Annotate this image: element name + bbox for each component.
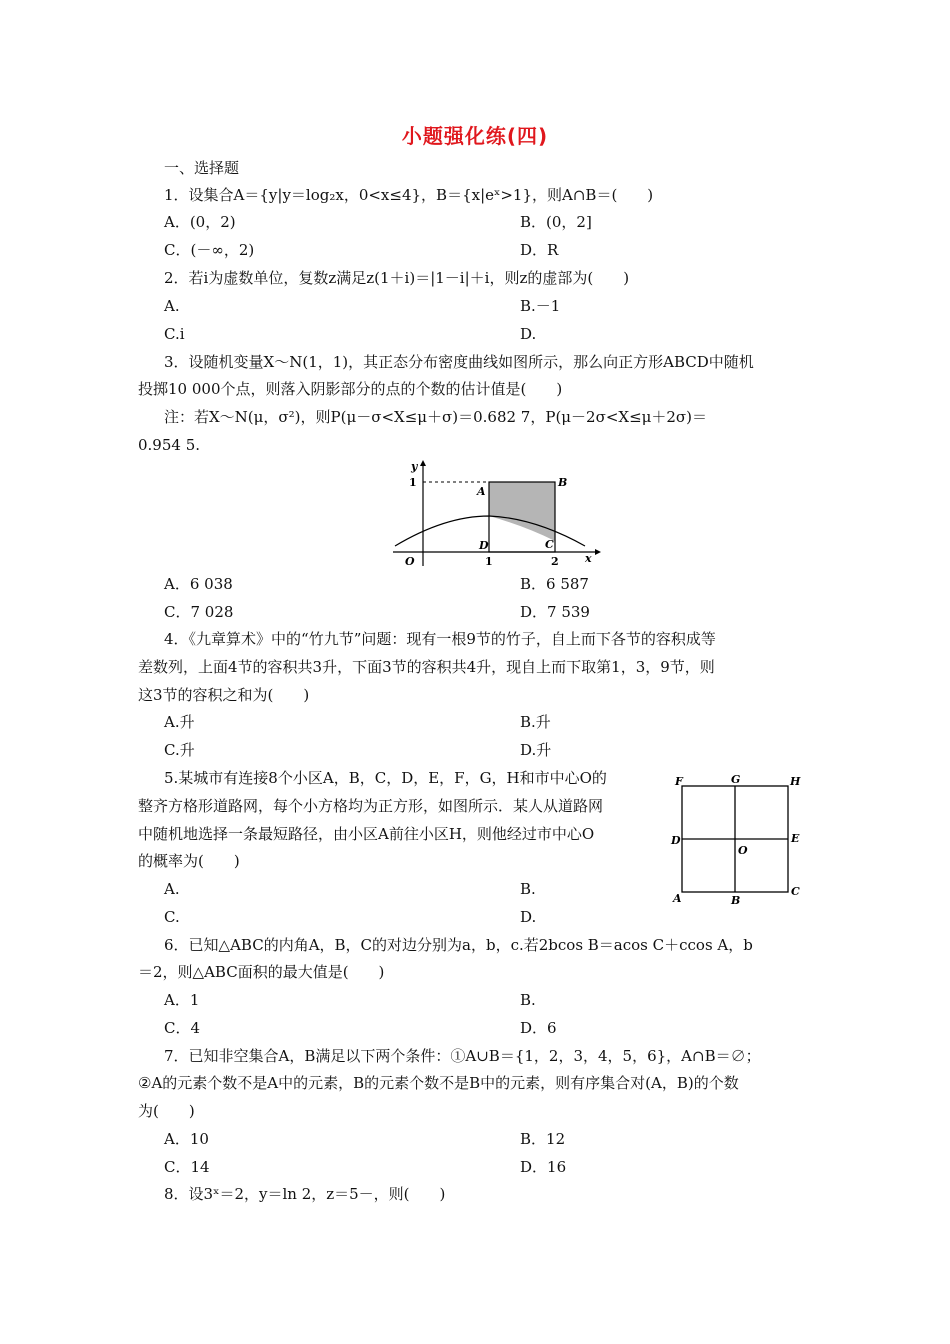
label-g: G [731,773,741,786]
q3-option-d: D．7 539 [520,603,590,621]
q4-line-3: 这3节的容积之和为( ) [138,686,310,704]
q6-option-d: D．6 [520,1019,557,1037]
label-origin: O [405,555,415,568]
q7-line-2: ②A的元素个数不是A中的元素，B的元素个数不是B中的元素，则有序集合对(A，B)的个数 [138,1074,739,1092]
normal-distribution-figure [385,458,605,570]
q5-line-4: 的概率为( ) [138,852,240,870]
label-b: B [731,894,741,907]
q5-option-c: C. [164,908,180,926]
q8-stem: 8．设3ˣ＝2，y＝ln 2，z＝5－，则( ) [164,1185,446,1203]
label-f: F [675,775,683,788]
q6-option-c: C．4 [164,1019,201,1037]
q3-line-1: 3．设随机变量X～N(1，1)，其正态分布密度曲线如图所示，那么向正方形ABCD中随机 [164,353,754,371]
q2-option-b: B.－1 [520,297,561,315]
q3-note-line-2: 0.954 5. [138,436,201,454]
q2-option-c: C.i [164,325,185,343]
q5-line-1: 5.某城市有连接8个小区A，B，C，D，E，F，G，H和市中心O的 [164,769,607,787]
label-a: A [673,892,682,905]
shaded-region [489,482,555,541]
q7-option-a: A．10 [164,1130,209,1148]
q5-option-b: B. [520,880,536,898]
q1-option-b: B．(0，2] [520,213,592,231]
label-d: D [671,834,681,847]
label-d: D [479,539,489,552]
label-x: x [585,552,592,565]
label-h: H [790,775,801,788]
label-b: B [558,476,568,489]
q6-option-b: B. [520,991,536,1009]
q6-line-1: 6．已知△ABC的内角A，B，C的对边分别为a，b，c.若2bcos B＝acos C＋ccos A，b [164,936,753,954]
x-axis-arrow [595,549,601,555]
label-c: C [545,538,554,551]
label-x-two: 2 [551,555,559,568]
q5-line-3: 中随机地选择一条最短路径，由小区A前往小区H，则他经过市中心O [138,825,595,843]
q4-line-1: 4．《九章算术》中的“竹九节”问题：现有一根9节的竹子，自上而下各节的容积成等 [164,630,716,648]
q3-option-b: B．6 587 [520,575,589,593]
q4-option-c: C.升 [164,741,195,759]
q7-option-b: B．12 [520,1130,566,1148]
label-y: y [411,460,418,473]
page-title: 小题强化练(四) [401,124,549,148]
q7-option-c: C．14 [164,1158,210,1176]
q3-note-line-1: 注：若X～N(μ，σ²)，则P(μ－σ<X≤μ＋σ)＝0.682 7，P(μ－2σ<X≤μ＋2σ)＝ [164,408,708,426]
q3-line-2: 投掷10 000个点，则落入阴影部分的点的个数的估计值是( ) [138,380,563,398]
q4-option-a: A.升 [164,713,195,731]
q1-stem: 1．设集合A＝{y|y＝log₂x，0<x≤4}，B＝{x|eˣ>1}，则A∩B＝( ) [164,186,654,204]
q2-option-a: A. [164,297,180,315]
y-axis-arrow [420,460,426,466]
q1-option-d: D．R [520,241,559,259]
label-e: E [791,832,800,845]
q7-line-3: 为( ) [138,1102,195,1120]
q5-option-d: D. [520,908,537,926]
q7-line-1: 7．已知非空集合A，B满足以下两个条件：①A∪B＝{1，2，3，4，5，6}，A∩B＝∅； [164,1047,761,1065]
q2-option-d: D. [520,325,537,343]
q3-option-a: A．6 038 [164,575,233,593]
road-grid-figure [668,770,808,910]
q2-stem: 2．若i为虚数单位，复数z满足z(1＋i)＝|1－i|＋i，则z的虚部为( ) [164,269,630,287]
label-y-one: 1 [409,476,417,489]
q1-option-c: C．(－∞，2) [164,241,255,259]
q6-option-a: A．1 [164,991,200,1009]
label-a: A [477,485,486,498]
section-heading: 一、选择题 [164,159,240,177]
q3-option-c: C．7 028 [164,603,234,621]
label-x-one: 1 [485,555,493,568]
q4-option-d: D.升 [520,741,552,759]
q4-line-2: 差数列，上面4节的容积共3升，下面3节的容积共4升，现自上而下取第1，3，9节，则 [138,658,715,676]
q7-option-d: D．16 [520,1158,567,1176]
q5-option-a: A. [164,880,180,898]
q6-line-2: ＝2，则△ABC面积的最大值是( ) [138,963,385,981]
q1-option-a: A．(0，2) [164,213,236,231]
label-o: O [738,844,748,857]
label-c: C [791,885,800,898]
q5-line-2: 整齐方格形道路网，每个小方格均为正方形，如图所示．某人从道路网 [138,797,604,815]
q4-option-b: B.升 [520,713,551,731]
